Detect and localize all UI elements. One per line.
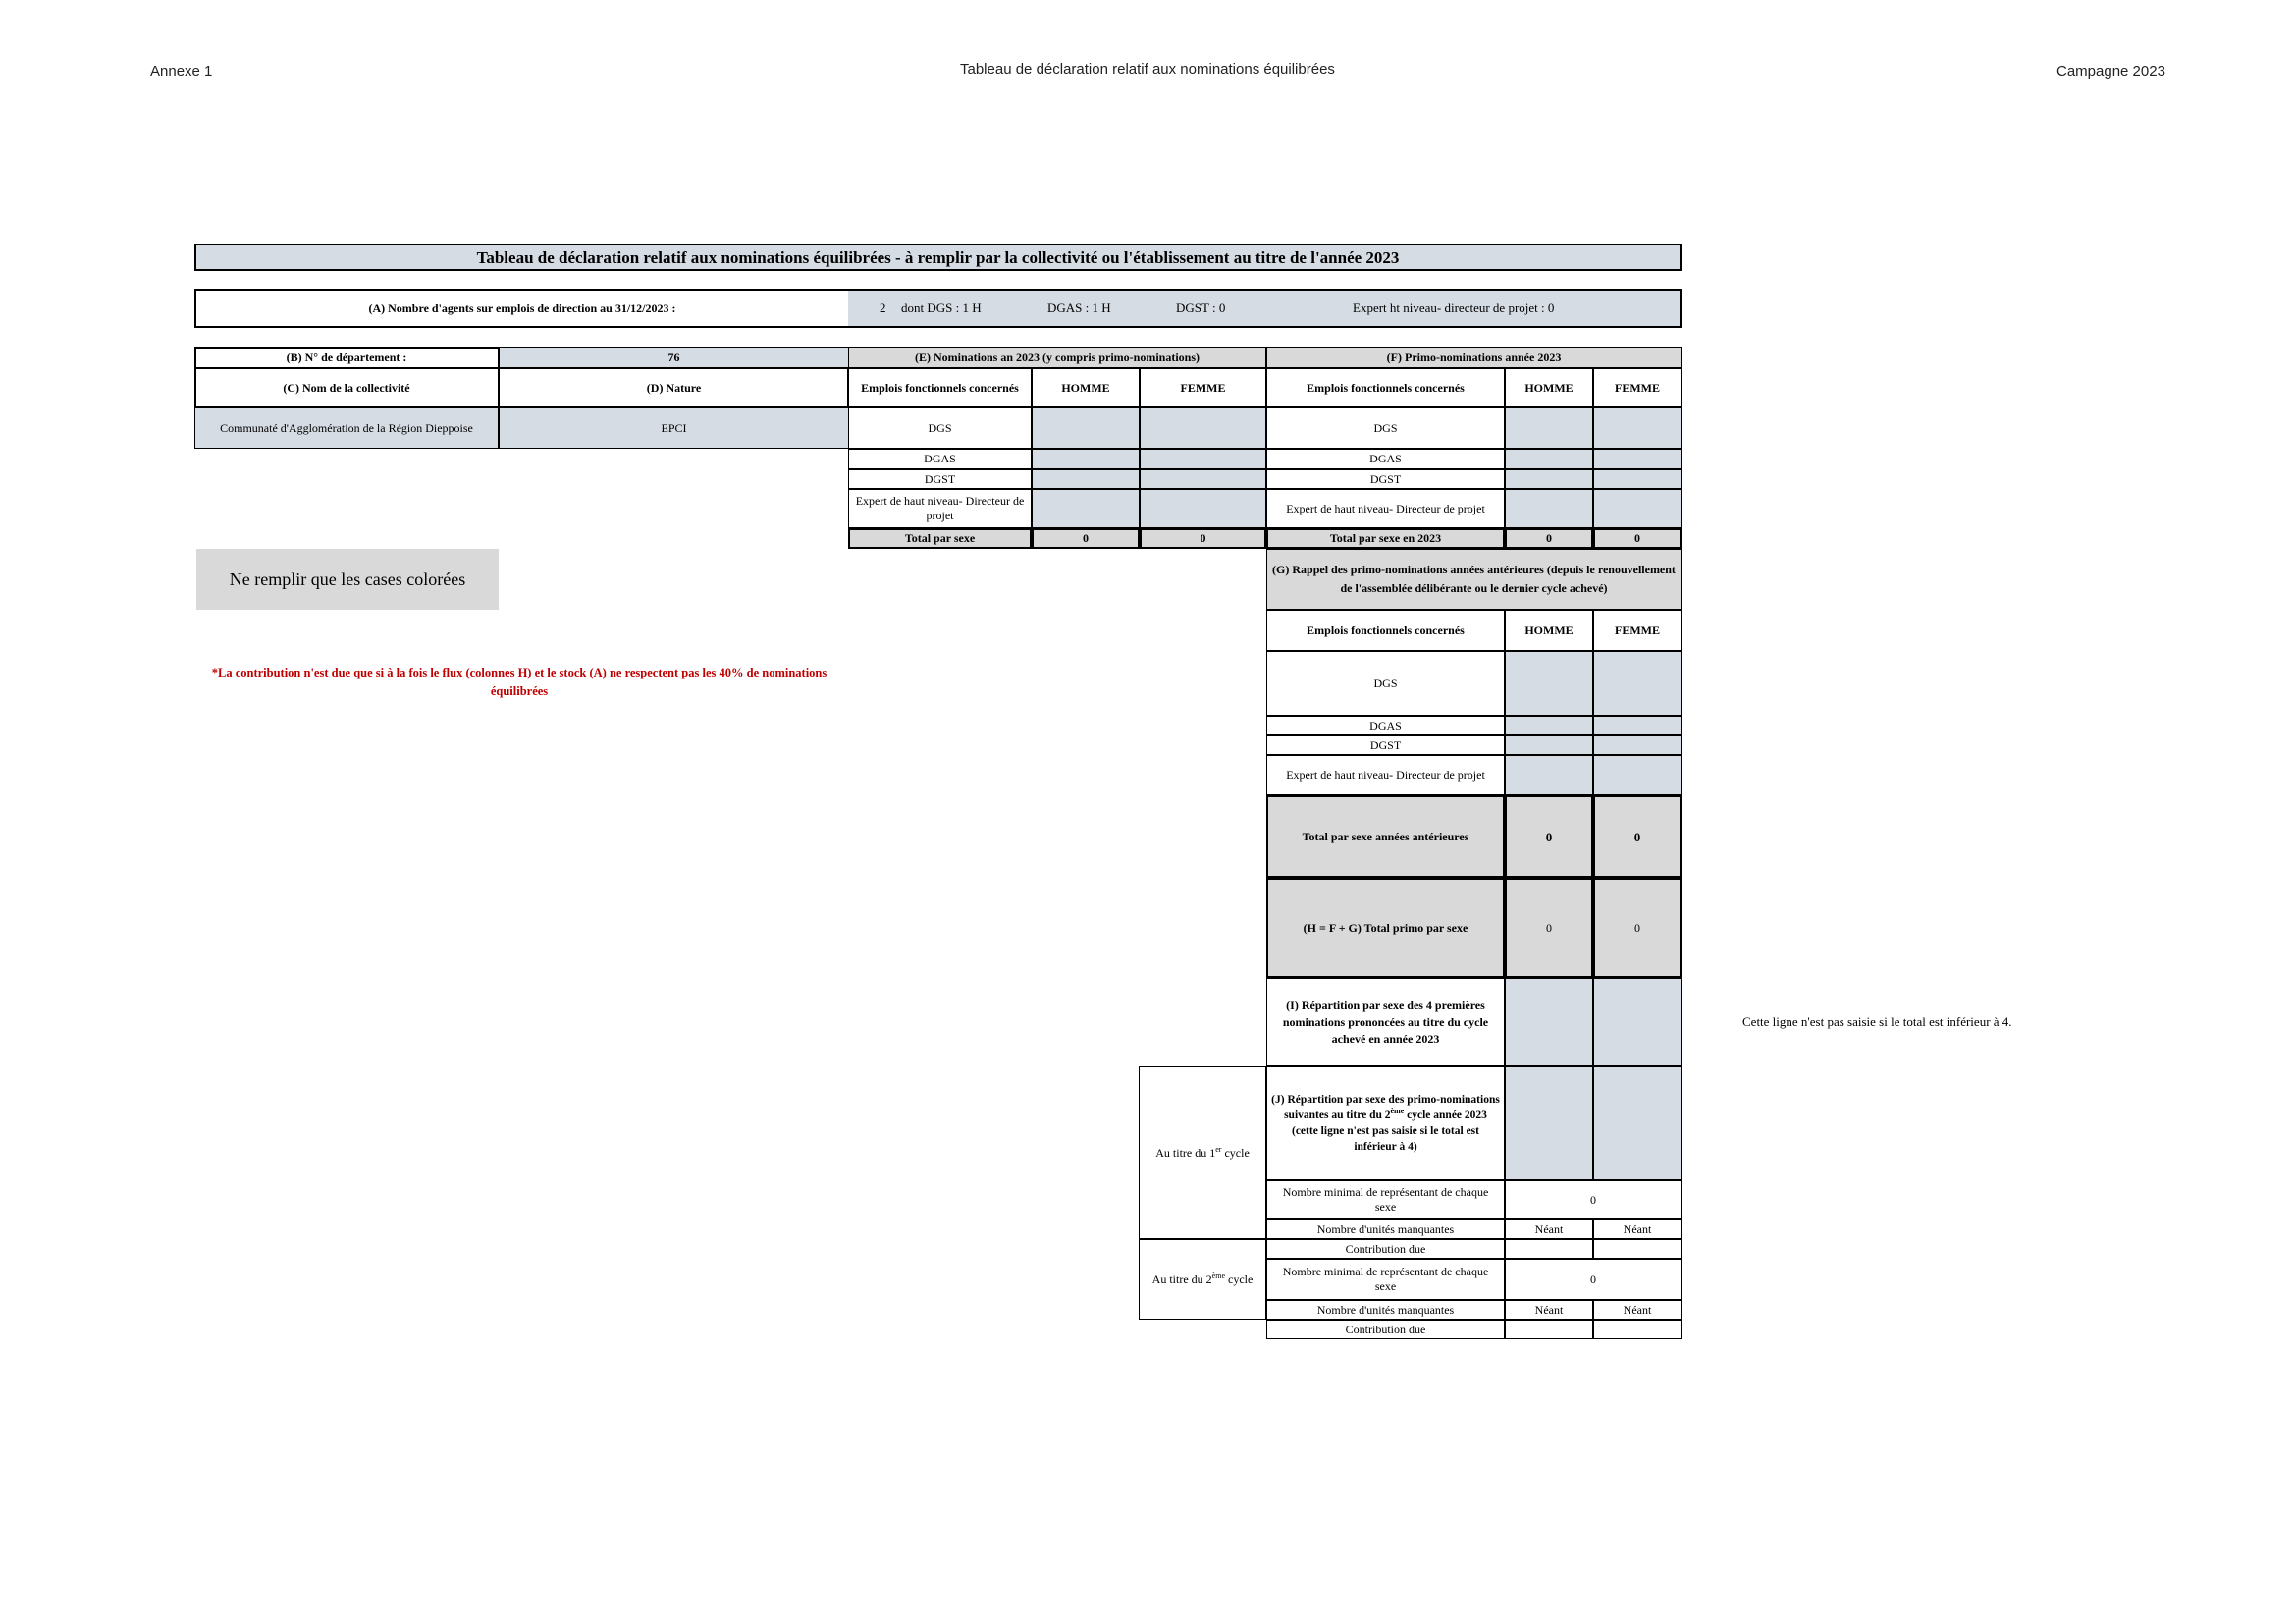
- cycle-2-contribution-femme: [1593, 1320, 1682, 1339]
- section-f-total-homme: 0: [1505, 528, 1593, 549]
- section-a-dgas: DGAS : 1 H: [1047, 300, 1111, 315]
- section-f-total-femme: 0: [1593, 528, 1682, 549]
- cycle-2-manquantes-label: Nombre d'unités manquantes: [1266, 1300, 1505, 1320]
- section-f-dgst-homme[interactable]: [1505, 469, 1593, 489]
- section-a-expert: Expert ht niveau- directeur de projet : 0: [1353, 300, 1555, 315]
- section-f-total-label: Total par sexe en 2023: [1266, 528, 1505, 549]
- cycle-1-manquantes-femme: Néant: [1593, 1219, 1682, 1239]
- section-f-row-dgs: DGS: [1266, 407, 1505, 449]
- section-g-expert-homme[interactable]: [1505, 755, 1593, 795]
- section-i-label: (I) Répartition par sexe des 4 premières nominations prononcées au titre du cycle achevé en année 2023: [1266, 978, 1505, 1066]
- cycle-1-contribution-label: Contribution due: [1266, 1239, 1505, 1259]
- section-g-dgs-homme[interactable]: [1505, 651, 1593, 716]
- section-e-row-dgst: DGST: [848, 469, 1032, 489]
- section-g-total-homme: 0: [1505, 795, 1593, 878]
- section-e-title: (E) Nominations an 2023 (y compris primo-nominations): [848, 347, 1266, 368]
- section-e-expert-homme[interactable]: [1032, 489, 1140, 528]
- section-g-col-emplois: Emplois fonctionnels concernés: [1266, 610, 1505, 651]
- header-left: Annexe 1: [150, 63, 213, 80]
- section-d-value[interactable]: EPCI: [499, 407, 849, 449]
- section-g-dgas-femme[interactable]: [1593, 716, 1682, 735]
- section-f-dgas-femme[interactable]: [1593, 449, 1682, 469]
- section-g-dgst-femme[interactable]: [1593, 735, 1682, 755]
- section-c-value[interactable]: Communaté d'Agglomération de la Région Dieppoise: [194, 407, 499, 449]
- form-title: Tableau de déclaration relatif aux nominations équilibrées - à remplir par la collectivité ou l'établissement au titre de l'année 2023: [194, 244, 1682, 271]
- cycle-2-min-value: 0: [1505, 1259, 1682, 1300]
- section-g-dgs-femme[interactable]: [1593, 651, 1682, 716]
- section-i-femme[interactable]: [1593, 978, 1682, 1066]
- section-f-row-dgst: DGST: [1266, 469, 1505, 489]
- section-f-col-emplois: Emplois fonctionnels concernés: [1266, 368, 1505, 407]
- section-e-expert-femme[interactable]: [1140, 489, 1266, 528]
- section-a-total: 2: [880, 300, 886, 315]
- header-center: Tableau de déclaration relatif aux nominations équilibrées: [960, 61, 1335, 78]
- section-g-row-dgs: DGS: [1266, 651, 1505, 716]
- section-h-homme: 0: [1505, 878, 1593, 978]
- section-j-label: (J) Répartition par sexe des primo-nominations suivantes au titre du 2ème cycle année 2023 (cette ligne n'est pas saisie si le total est inférieur à 4): [1266, 1066, 1505, 1180]
- section-b-label: (B) N° de département :: [194, 347, 499, 368]
- section-e-dgst-femme[interactable]: [1140, 469, 1266, 489]
- section-e-dgs-femme[interactable]: [1140, 407, 1266, 449]
- section-g-total-label: Total par sexe années antérieures: [1266, 795, 1505, 878]
- section-e-total-label: Total par sexe: [848, 528, 1032, 549]
- section-e-dgas-femme[interactable]: [1140, 449, 1266, 469]
- section-g-row-dgst: DGST: [1266, 735, 1505, 755]
- section-f-dgas-homme[interactable]: [1505, 449, 1593, 469]
- section-a-dgst: DGST : 0: [1176, 300, 1226, 315]
- cycle-2-label: Au titre du 2ème cycle: [1139, 1239, 1266, 1320]
- cycle-2-manquantes-homme: Néant: [1505, 1300, 1593, 1320]
- section-g-row-dgas: DGAS: [1266, 716, 1505, 735]
- contribution-red-note: *La contribution n'est due que si à la fois le flux (colonnes H) et le stock (A) ne respectent pas les 40% de nominations équilibrées: [211, 666, 828, 698]
- section-f-dgs-femme[interactable]: [1593, 407, 1682, 449]
- section-f-row-expert: Expert de haut niveau- Directeur de projet: [1266, 489, 1505, 528]
- section-f-expert-femme[interactable]: [1593, 489, 1682, 528]
- section-e-total-femme: 0: [1140, 528, 1266, 549]
- header-right: Campagne 2023: [2056, 63, 2165, 80]
- section-h-label: (H = F + G) Total primo par sexe: [1266, 878, 1505, 978]
- cycle-1-label: Au titre du 1er cycle: [1139, 1066, 1266, 1239]
- section-g-row-expert: Expert de haut niveau- Directeur de projet: [1266, 755, 1505, 795]
- cycle-2-contribution-label: Contribution due: [1266, 1320, 1505, 1339]
- section-f-dgs-homme[interactable]: [1505, 407, 1593, 449]
- section-g-dgst-homme[interactable]: [1505, 735, 1593, 755]
- section-e-col-femme: FEMME: [1140, 368, 1266, 407]
- section-e-row-dgs: DGS: [848, 407, 1032, 449]
- cycle-1-contribution-femme: [1593, 1239, 1682, 1259]
- section-e-col-emplois: Emplois fonctionnels concernés: [848, 368, 1032, 407]
- fill-colored-cells-note: Ne remplir que les cases colorées: [196, 549, 499, 610]
- section-f-expert-homme[interactable]: [1505, 489, 1593, 528]
- section-c-label: (C) Nom de la collectivité: [194, 368, 499, 407]
- cycle-1-contribution-homme: [1505, 1239, 1593, 1259]
- section-e-dgst-homme[interactable]: [1032, 469, 1140, 489]
- section-e-row-expert: Expert de haut niveau- Directeur de projet: [848, 489, 1032, 528]
- section-g-total-femme: 0: [1593, 795, 1682, 878]
- section-a-values[interactable]: [848, 291, 1680, 326]
- cycle-1-min-label: Nombre minimal de représentant de chaque sexe: [1266, 1180, 1505, 1219]
- section-f-title: (F) Primo-nominations année 2023: [1266, 347, 1682, 368]
- section-j-femme[interactable]: [1593, 1066, 1682, 1180]
- section-e-dgas-homme[interactable]: [1032, 449, 1140, 469]
- cycle-2-contribution-homme: [1505, 1320, 1593, 1339]
- cycle-1-min-value: 0: [1505, 1180, 1682, 1219]
- cycle-2-manquantes-femme: Néant: [1593, 1300, 1682, 1320]
- section-i-homme[interactable]: [1505, 978, 1593, 1066]
- section-e-dgs-homme[interactable]: [1032, 407, 1140, 449]
- section-g-title: (G) Rappel des primo-nominations années antérieures (depuis le renouvellement de l'assemblée délibérante ou le dernier cycle achevé): [1266, 549, 1682, 610]
- section-e-col-homme: HOMME: [1032, 368, 1140, 407]
- section-e-total-homme: 0: [1032, 528, 1140, 549]
- section-h-femme: 0: [1593, 878, 1682, 978]
- section-g-col-femme: FEMME: [1593, 610, 1682, 651]
- section-g-expert-femme[interactable]: [1593, 755, 1682, 795]
- section-j-homme[interactable]: [1505, 1066, 1593, 1180]
- cycle-2-min-label: Nombre minimal de représentant de chaque sexe: [1266, 1259, 1505, 1300]
- section-g-col-homme: HOMME: [1505, 610, 1593, 651]
- section-b-value[interactable]: 76: [499, 347, 849, 368]
- section-d-label: (D) Nature: [499, 368, 849, 407]
- cycle-1-manquantes-label: Nombre d'unités manquantes: [1266, 1219, 1505, 1239]
- section-a-label: (A) Nombre d'agents sur emplois de direction au 31/12/2023 :: [368, 300, 676, 315]
- section-f-col-homme: HOMME: [1505, 368, 1593, 407]
- section-a-dgs: dont DGS : 1 H: [901, 300, 982, 315]
- section-f-col-femme: FEMME: [1593, 368, 1682, 407]
- section-f-row-dgas: DGAS: [1266, 449, 1505, 469]
- cycle-1-manquantes-homme: Néant: [1505, 1219, 1593, 1239]
- section-i-side-note: Cette ligne n'est pas saisie si le total est inférieur à 4.: [1742, 1014, 2012, 1029]
- section-e-row-dgas: DGAS: [848, 449, 1032, 469]
- section-f-dgst-femme[interactable]: [1593, 469, 1682, 489]
- section-g-dgas-homme[interactable]: [1505, 716, 1593, 735]
